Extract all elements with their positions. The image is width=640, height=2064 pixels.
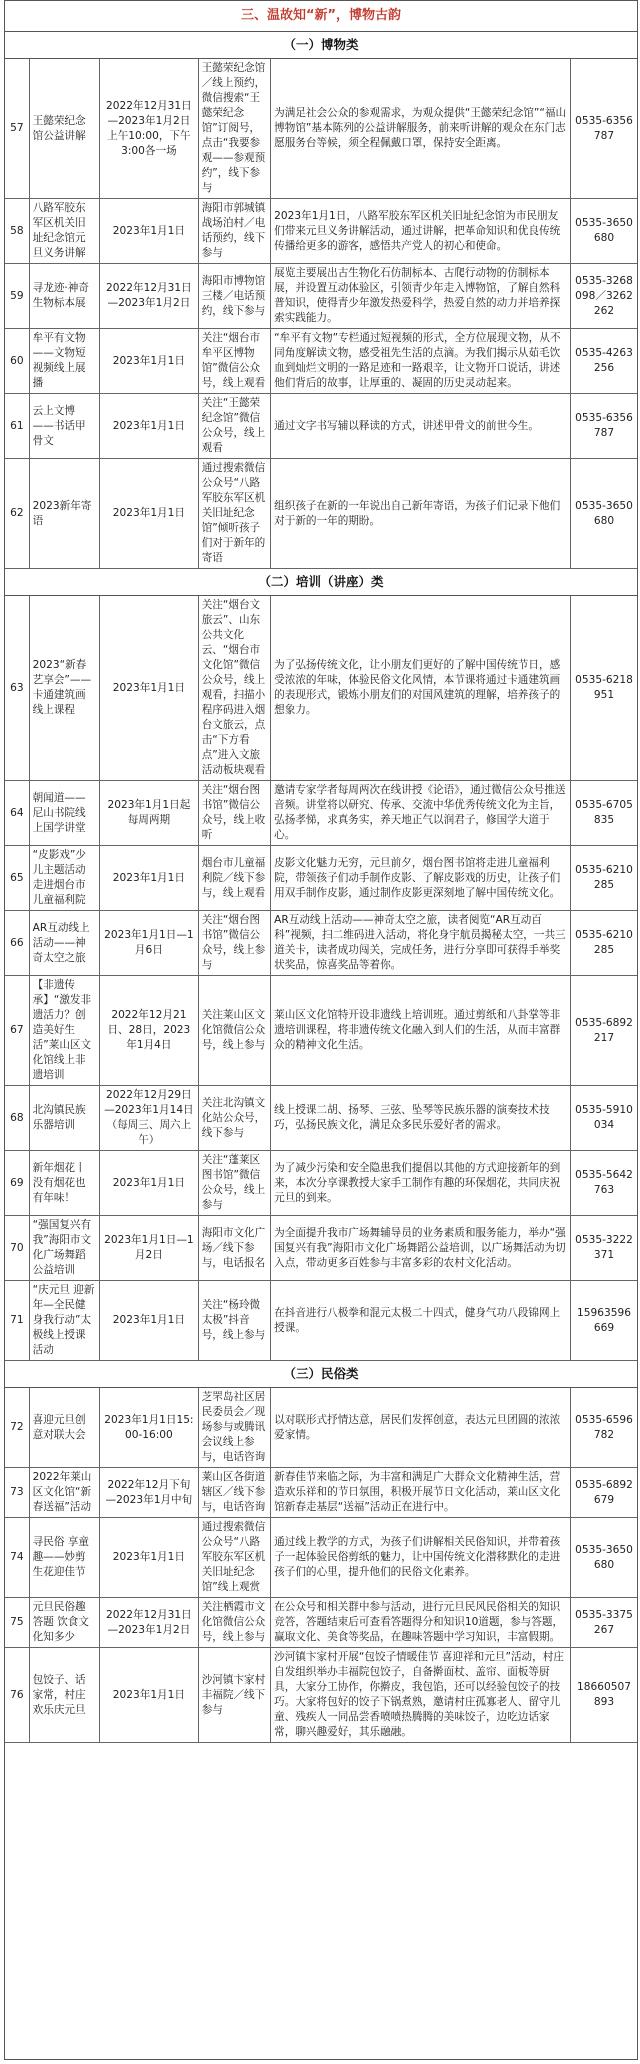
cell-name: 朝闻道——尼山书院线上国学讲堂 (29, 781, 99, 846)
cell-no: 72 (5, 1388, 29, 1468)
page-title: 三、温故知“新”，博物古韵 (5, 1, 637, 32)
cell-name: “庆元旦 迎新年—全民健身我行动”太极线上授课活动 (29, 1281, 99, 1361)
document-page (4, 0, 638, 2060)
cell-no: 60 (5, 329, 29, 394)
cell-no: 73 (5, 1468, 29, 1518)
cell-time: 2022年12月21日、28日，2023年1月4日 (100, 976, 199, 1086)
cell-name: 寻民俗 享童趣——妙剪生花迎佳节 (29, 1518, 99, 1598)
activity-table (5, 1388, 637, 1743)
cell-no: 68 (5, 1086, 29, 1151)
cell-name: 2022年莱山区文化馆“新春送福”活动 (29, 1468, 99, 1518)
cell-name: 2023新年寄语 (29, 459, 99, 569)
cell-time: 2023年1月1日 (100, 394, 199, 459)
table-row (5, 1216, 637, 1281)
cell-desc: 邀请专家学者每周两次在线讲授《论语》，通过微信公众号推送音频。讲堂将以研究、传承、交流中华优秀传统文化为主旨，弘扬孝悌，求真务实，养天地正气以润君子，修国学大道于心。 (271, 781, 571, 846)
section-heading: （二）培训（讲座）类 (5, 569, 637, 596)
cell-no: 69 (5, 1151, 29, 1216)
cell-phone: 0535-5910034 (571, 1086, 637, 1151)
cell-no: 65 (5, 846, 29, 911)
cell-desc: 以对联形式抒情达意，居民们发挥创意，表达元旦团圆的浓浓爱家情。 (271, 1388, 571, 1468)
table-row (5, 846, 637, 911)
cell-mode: 关注“烟台市牟平区博物馆”微信公众号，线上观看 (198, 329, 270, 394)
cell-mode: 关注“杨玲微太极”抖音号，线上参与 (198, 1281, 270, 1361)
cell-no: 71 (5, 1281, 29, 1361)
cell-desc: 展览主要展出古生物化石仿制标本、古爬行动物的仿制标本展，并设置互动体验区，引领青少年走入博物馆，了解自然科普知识，使得青少年激发热爱科学，热爱自然的动力并培养探索实践能力。 (271, 264, 571, 329)
cell-no: 76 (5, 1648, 29, 1743)
cell-phone: 0535-6892679 (571, 1468, 637, 1518)
table-row (5, 1468, 637, 1518)
cell-name: 元旦民俗趣答题 饮食文化知多少 (29, 1598, 99, 1648)
cell-time: 2022年12月31日—2023年1月2日 (100, 264, 199, 329)
cell-name: 2023“新春艺享会”——卡通建筑画线上课程 (29, 596, 99, 781)
table-row (5, 911, 637, 976)
table-row (5, 59, 637, 199)
cell-no: 70 (5, 1216, 29, 1281)
cell-desc: 新春佳节来临之际，为丰富和满足广大群众文化精神生活，营造欢乐祥和的节日氛围，积极开展节日文化活动，莱山区文化馆新春走基层“送福”活动正在进行中。 (271, 1468, 571, 1518)
cell-name: 【非遗传承】“激发非遗活力？创造美好生活”莱山区文化馆线上非遗培训 (29, 976, 99, 1086)
cell-phone: 0535-6596782 (571, 1388, 637, 1468)
cell-mode: 芝罘岛社区居民委员会／现场参与或腾讯会议线上参与，电话咨询 (198, 1388, 270, 1468)
cell-phone: 0535-3222371 (571, 1216, 637, 1281)
cell-phone: 15963596669 (571, 1281, 637, 1361)
table-row (5, 1598, 637, 1648)
cell-desc: 为满足社会公众的参观需求，为观众提供“王懿荣纪念馆”“福山博物馆”基本陈列的公益讲解服务，前来听讲解的观众在东门志愿服务台等候，须全程佩戴口罩，保持安全距离。 (271, 59, 571, 199)
cell-desc: “牟平有文物”专栏通过短视频的形式，全方位展现文物，从不同角度解读文物，感受祖先生活的点滴。为我们揭示从茹毛饮血到灿烂文明的一路足迹和一路艰辛，让文物开口说话，讲述他们背后的故事，让厚重的、凝固的历史灵动起来。 (271, 329, 571, 394)
cell-phone: 0535-3268098／3262262 (571, 264, 637, 329)
cell-mode: 关注“烟台文旅云”、山东公共文化云、“烟台市文化馆”微信公众号，线上观看，扫描小程序码进入烟台文旅云，点击“下方看点”进入文旅活动板块观看 (198, 596, 270, 781)
activity-table (5, 596, 637, 1361)
cell-phone: 0535-3650680 (571, 459, 637, 569)
cell-no: 67 (5, 976, 29, 1086)
cell-name: 牟平有文物——文物短视频线上展播 (29, 329, 99, 394)
cell-mode: 关注“王懿荣纪念馆”微信公众号，线上观看 (198, 394, 270, 459)
cell-mode: 沙河镇卞家村丰福院／线下参与 (198, 1648, 270, 1743)
cell-time: 2023年1月1日 (100, 1518, 199, 1598)
cell-phone: 0535-5642763 (571, 1151, 637, 1216)
cell-mode: 关注北沟镇文化站公众号，线下参与 (198, 1086, 270, 1151)
cell-time: 2023年1月1日 (100, 199, 199, 264)
table-row (5, 459, 637, 569)
cell-name: 云上文博——书话甲骨文 (29, 394, 99, 459)
cell-mode: 王懿荣纪念馆／线上预约，微信搜索“王懿荣纪念馆”订阅号，点击“我要参观——参观预约”，线下参与 (198, 59, 270, 199)
cell-mode: 通过搜索微信公众号“八路军胶东军区机关旧址纪念馆”倾听孩子们对于新年的寄语 (198, 459, 270, 569)
table-row (5, 199, 637, 264)
cell-time: 2023年1月1日 (100, 1648, 199, 1743)
cell-mode: 关注栖霞市文化馆微信公众号，线上参与 (198, 1598, 270, 1648)
cell-phone: 0535-6356787 (571, 394, 637, 459)
cell-time: 2023年1月1日15:00-16:00 (100, 1388, 199, 1468)
cell-time: 2022年12月31日—2023年1月2日 (100, 1598, 199, 1648)
cell-mode: 海阳市文化广场／线下参与，电话报名 (198, 1216, 270, 1281)
table-row (5, 781, 637, 846)
cell-time: 2022年12月31日—2023年1月2日上午10:00，下午3:00各一场 (100, 59, 199, 199)
cell-name: 新年烟花丨没有烟花也有年味！ (29, 1151, 99, 1216)
cell-name: 北沟镇民族乐器培训 (29, 1086, 99, 1151)
cell-no: 57 (5, 59, 29, 199)
cell-name: AR互动线上活动——神奇太空之旅 (29, 911, 99, 976)
cell-time: 2023年1月1日 (100, 1281, 199, 1361)
cell-time: 2022年12月下旬—2023年1月中旬 (100, 1468, 199, 1518)
cell-desc: 在公众号和相关群中参与活动，进行元旦民风民俗相关的知识竞答，答题结束后可查看答题得分和知识10道题，参与答题，赢取文化、美食等奖品，在趣味答题中学习知识，丰富假期。 (271, 1598, 571, 1648)
cell-mode: 莱山区各街道辖区／线下参与，电话咨询 (198, 1468, 270, 1518)
cell-mode: 关注“烟台图书馆”微信公众号，线上收听 (198, 781, 270, 846)
sections-container (5, 32, 637, 1743)
cell-desc: 皮影文化魅力无穷，元旦前夕，烟台图书馆将走进儿童福利院，带领孩子们动手制作皮影、了解皮影戏的历史，让孩子们用双手制作皮影，通过制作皮影更深刻地了解中国传统文化。 (271, 846, 571, 911)
section-heading: （三）民俗类 (5, 1361, 637, 1388)
cell-mode: 海阳市郭城镇战场泊村／电话预约，线下参与 (198, 199, 270, 264)
cell-name: 寻龙迹·神奇生物标本展 (29, 264, 99, 329)
cell-no: 58 (5, 199, 29, 264)
cell-desc: 通过线上教学的方式，为孩子们讲解相关民俗知识，并带着孩子一起体验民俗剪纸的魅力，让中国传统文化潜移默化的走进孩子们的心里，提升他们的民俗文化素养。 (271, 1518, 571, 1598)
cell-time: 2023年1月1日 (100, 846, 199, 911)
table-row (5, 394, 637, 459)
activity-table (5, 59, 637, 569)
table-row (5, 264, 637, 329)
table-row (5, 1518, 637, 1598)
cell-time: 2022年12月29日—2023年1月14日（每周三、周六上午） (100, 1086, 199, 1151)
cell-no: 63 (5, 596, 29, 781)
cell-time: 2023年1月1日起每周两期 (100, 781, 199, 846)
cell-desc: 线上授课二胡、扬琴、三弦、坠琴等民族乐器的演奏技术技巧，弘扬民族文化，满足众多民乐爱好者的需求。 (271, 1086, 571, 1151)
cell-phone: 0535-6210285 (571, 846, 637, 911)
cell-time: 2023年1月1日 (100, 459, 199, 569)
cell-phone: 0535-6356787 (571, 59, 637, 199)
table-row (5, 1281, 637, 1361)
cell-desc: 2023年1月1日，八路军胶东军区机关旧址纪念馆为市民朋友们带来元旦义务讲解活动，通过讲解，把革命知识和优良传统传播给更多的游客，感悟共产党人的初心和使命。 (271, 199, 571, 264)
cell-name: “强国复兴有我”海阳市文化广场舞蹈公益培训 (29, 1216, 99, 1281)
cell-mode: 烟台市儿童福利院／线下参与，线上观看 (198, 846, 270, 911)
cell-name: 王懿荣纪念馆公益讲解 (29, 59, 99, 199)
table-row (5, 1388, 637, 1468)
cell-phone: 0535-3650680 (571, 1518, 637, 1598)
section-heading: （一）博物类 (5, 32, 637, 59)
cell-mode: 关注“烟台图书馆”微信公众号，线上参与 (198, 911, 270, 976)
cell-desc: 为了弘扬传统文化，让小朋友们更好的了解中国传统节日，感受浓浓的年味，体验民俗文化风情，本节课将通过卡通建筑画的表现形式，锻炼小朋友们的对国风建筑的理解，培养孩子的想象力。 (271, 596, 571, 781)
cell-no: 74 (5, 1518, 29, 1598)
cell-phone: 0535-3375267 (571, 1598, 637, 1648)
cell-no: 75 (5, 1598, 29, 1648)
cell-desc: 为了减少污染和安全隐患我们提倡以其他的方式迎接新年的到来，本次分享课教授大家手工制作有趣的环保烟花，共同庆祝元旦的到来。 (271, 1151, 571, 1216)
cell-phone: 0535-6218951 (571, 596, 637, 781)
cell-name: 喜迎元旦创意对联大会 (29, 1388, 99, 1468)
cell-desc: 通过文字书写辅以释读的方式，讲述甲骨文的前世今生。 (271, 394, 571, 459)
cell-no: 61 (5, 394, 29, 459)
cell-phone: 18660507893 (571, 1648, 637, 1743)
cell-no: 64 (5, 781, 29, 846)
cell-phone: 0535-3650680 (571, 199, 637, 264)
cell-no: 62 (5, 459, 29, 569)
table-row (5, 329, 637, 394)
table-row (5, 596, 637, 781)
table-row (5, 1086, 637, 1151)
cell-name: 包饺子、话家常，村庄欢乐庆元旦 (29, 1648, 99, 1743)
cell-desc: 沙河镇卞家村开展“包饺子情暖佳节 喜迎祥和元旦”活动，村庄自发组织举办丰福院包饺子，自备擀面杖、盖帘、面板等厨具，大家分工协作，你擀皮，我包馅，还可以经验包饺子的技巧。大家将包好的饺子下锅煮熟，邀请村庄孤寡老人、留守儿童、残疾人一同品尝香喷喷热腾腾的美味饺子，边吃边话家常，聊兴趣爱好，其乐融融。 (271, 1648, 571, 1743)
cell-desc: 为全面提升我市广场舞辅导员的业务素质和服务能力，举办“强国复兴有我”海阳市文化广场舞蹈公益培训，以广场舞活动为切入点，带动更多百姓参与丰富多彩的农村文化活动。 (271, 1216, 571, 1281)
cell-phone: 0535-6210285 (571, 911, 637, 976)
cell-desc: 在抖音进行八极拳和混元太极二十四式，健身气功八段锦网上授课。 (271, 1281, 571, 1361)
cell-mode: 海阳市博物馆三楼／电话预约，线下参与 (198, 264, 270, 329)
cell-time: 2023年1月1日 (100, 329, 199, 394)
cell-no: 59 (5, 264, 29, 329)
table-row (5, 1648, 637, 1743)
cell-name: “皮影戏”少儿主题活动走进烟台市儿童福利院 (29, 846, 99, 911)
cell-time: 2023年1月1日—1月6日 (100, 911, 199, 976)
cell-desc: AR互动线上活动——神奇太空之旅，读者阅览“AR互动百科”视频，扫二维码进入活动，将化身宇航员揭秘太空，一共三道关卡，读者成功闯关，完成任务，进行分享即可获得手举奖状奖品，惊喜奖品等着你。 (271, 911, 571, 976)
cell-phone: 0535-4263256 (571, 329, 637, 394)
cell-time: 2023年1月1日 (100, 1151, 199, 1216)
cell-desc: 组织孩子在新的一年说出自己新年寄语，为孩子们记录下他们对于新的一年的期盼。 (271, 459, 571, 569)
table-row (5, 1151, 637, 1216)
cell-phone: 0535-6705835 (571, 781, 637, 846)
table-row (5, 976, 637, 1086)
cell-mode: 通过搜索微信公众号“八路军胶东军区机关旧址纪念馆”线上观赏 (198, 1518, 270, 1598)
cell-desc: 莱山区文化馆特开设非遗线上培训班。通过剪纸和八卦掌等非遗培训课程，将非遗传统文化融入到人们的生活，从而丰富群众的精神文化生活。 (271, 976, 571, 1086)
cell-time: 2023年1月1日—1月2日 (100, 1216, 199, 1281)
cell-no: 66 (5, 911, 29, 976)
cell-name: 八路军胶东军区机关旧址纪念馆元旦义务讲解 (29, 199, 99, 264)
cell-mode: 关注莱山区文化馆微信公众号，线上参与 (198, 976, 270, 1086)
cell-phone: 0535-6892217 (571, 976, 637, 1086)
cell-mode: 关注“蓬莱区图书馆”微信公众号，线上参与 (198, 1151, 270, 1216)
cell-time: 2023年1月1日 (100, 596, 199, 781)
